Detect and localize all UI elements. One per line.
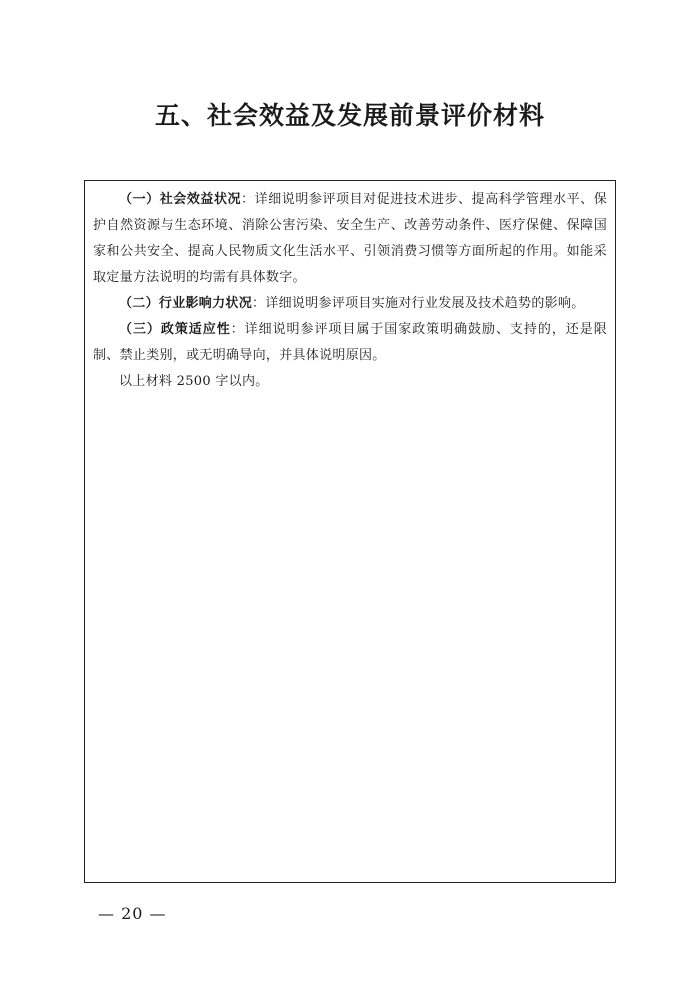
section-industry-influence [93,291,607,317]
section-text: ：详细说明参评项目属于国家政策明确鼓励、支持的，还是限制、禁止类别，或无明确导向，并具体说明原因。 [93,322,607,363]
content-box [84,180,616,883]
section-text: ：详细说明参评项目实施对行业发展及技术趋势的影响。 [252,296,585,311]
section-label: （一）社会效益状况 [119,192,242,207]
section-text: ：详细说明参评项目对促进技术进步、提高科学管理水平、保护自然资源与生态环境、消除公害污染、安全生产、改善劳动条件、医疗保健、保障国家和公共安全、提高人民物质文化生活水平、引领消费习惯等方面所起的作用。如能采取定量方法说明的均需有具体数字。 [93,192,607,285]
section-label: （二）行业影响力状况 [119,296,253,311]
word-limit-note: 以上材料 2500 字以内。 [119,374,269,389]
section-policy-adaptability [93,317,607,369]
section-label: （三）政策适应性 [119,322,231,337]
section-social-benefit [93,187,607,291]
page-number: — 20 — [98,904,167,923]
page-title: 五、社会效益及发展前景评价材料 [154,101,545,130]
